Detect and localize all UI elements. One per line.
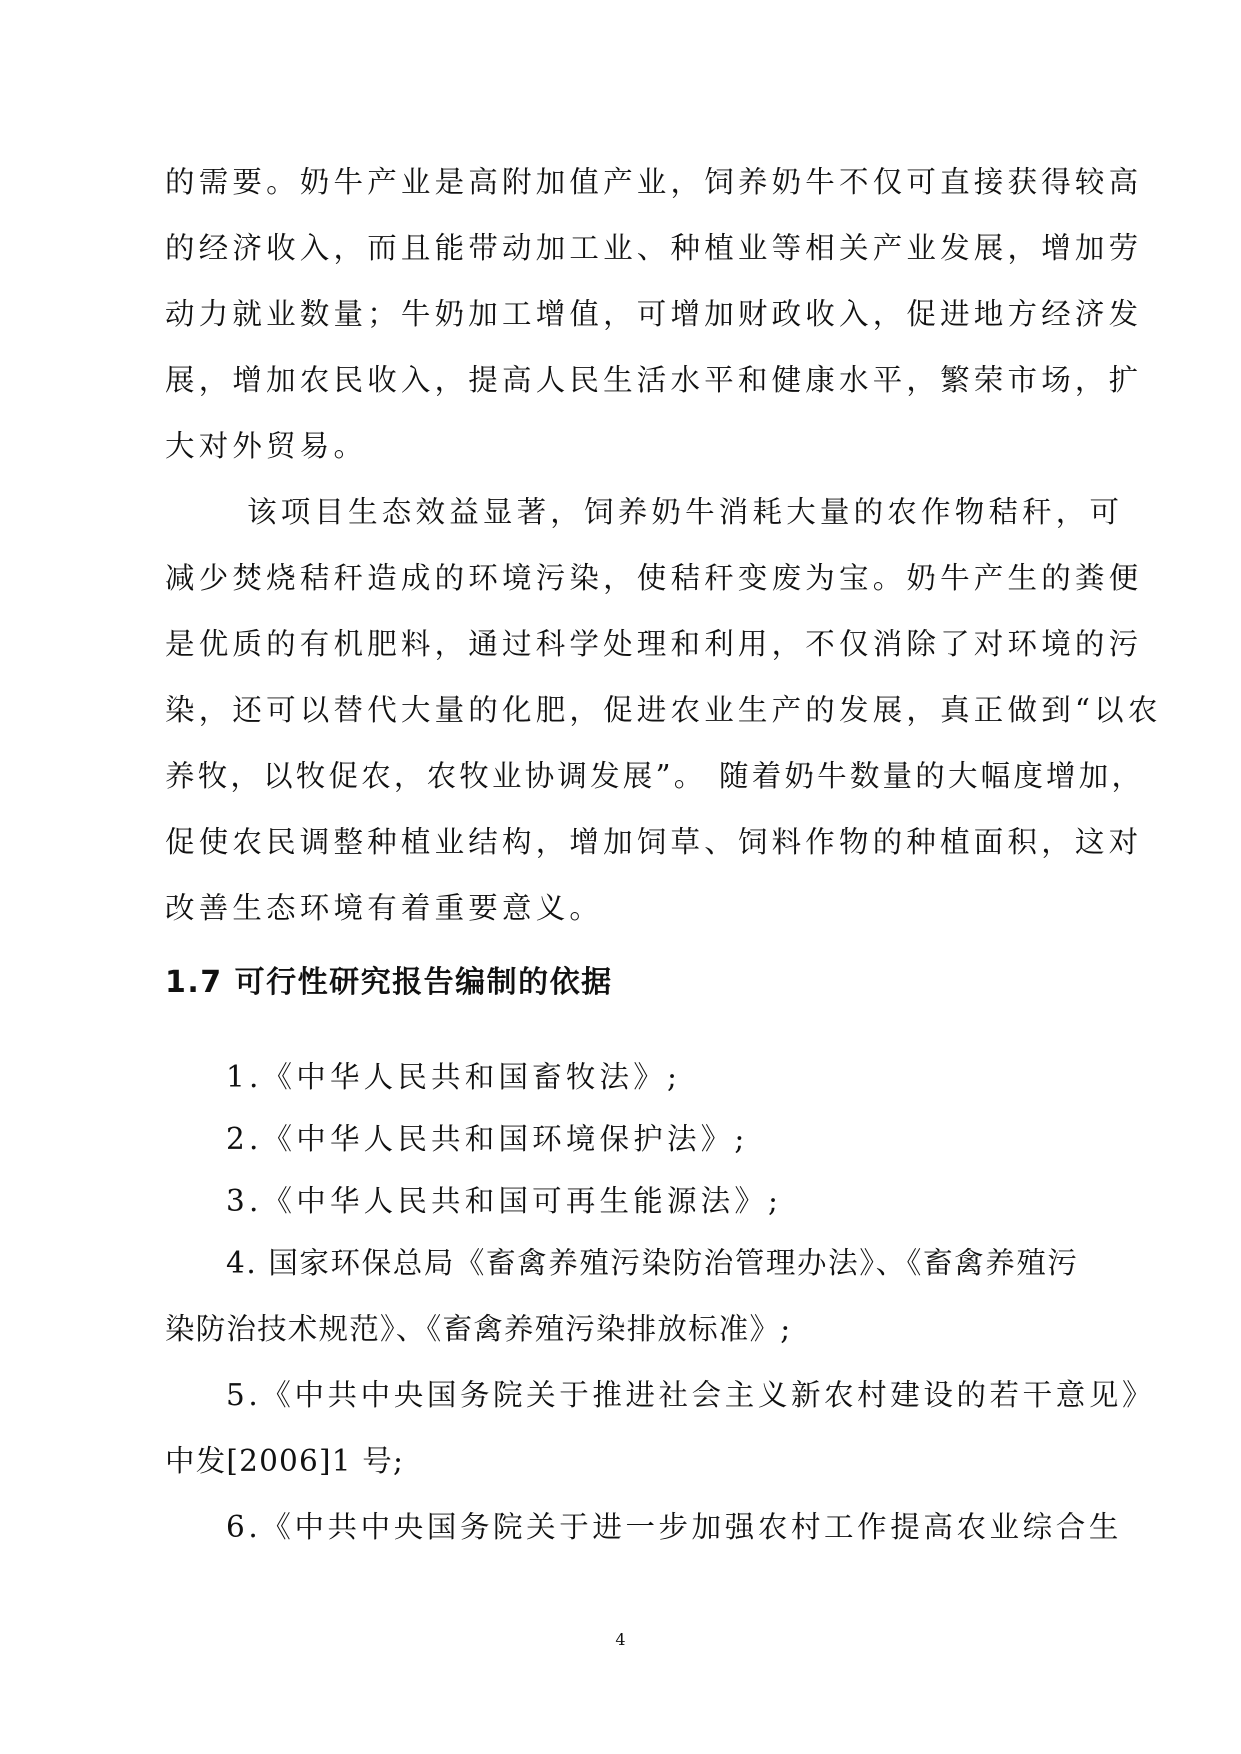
paragraph-line: 染，还可以替代大量的化肥，促进农业生产的发展，真正做到“以农: [165, 693, 1162, 727]
paragraph-line: 大对外贸易。: [165, 429, 368, 463]
paragraph-line: 改善生态环境有着重要意义。: [165, 891, 604, 925]
list-item: 1.《中华人民共和国畜牧法》;: [226, 1060, 682, 1094]
paragraph-line: 该项目生态效益显著，饲养奶牛消耗大量的农作物秸秆，可: [247, 495, 1124, 529]
section-heading: 1.7 可行性研究报告编制的依据: [165, 965, 613, 1000]
paragraph-line: 是优质的有机肥料，通过科学处理和利用，不仅消除了对环境的污: [165, 627, 1143, 661]
list-item-continuation: 染防治技术规范》、《畜禽养殖污染排放标准》;: [165, 1312, 792, 1346]
paragraph-line: 动力就业数量；牛奶加工增值，可增加财政收入，促进地方经济发: [165, 297, 1143, 331]
paragraph-line: 展，增加农民收入，提高人民生活水平和健康水平，繁荣市场，扩: [165, 363, 1143, 397]
paragraph-line: 的需要。奶牛产业是高附加值产业，饲养奶牛不仅可直接获得较高: [165, 165, 1143, 199]
list-item: 2.《中华人民共和国环境保护法》;: [226, 1122, 749, 1156]
page-number: 4: [615, 1630, 626, 1649]
list-item: 6.《中共中央国务院关于进一步加强农村工作提高农业综合生: [226, 1510, 1122, 1544]
paragraph-line: 养牧，以牧促农，农牧业协调发展”。 随着奶牛数量的大幅度增加，: [165, 759, 1145, 793]
list-item-continuation: 中发[2006]1 号;: [165, 1444, 405, 1478]
list-item: 4. 国家环保总局《畜禽养殖污染防治管理办法》、《畜禽养殖污: [226, 1246, 1079, 1280]
list-item: 5.《中共中央国务院关于推进社会主义新农村建设的若干意见》: [226, 1378, 1156, 1412]
paragraph-line: 减少焚烧秸秆造成的环境污染，使秸秆变废为宝。奶牛产生的粪便: [165, 561, 1143, 595]
list-item: 3.《中华人民共和国可再生能源法》;: [226, 1184, 783, 1218]
paragraph-line: 的经济收入，而且能带动加工业、种植业等相关产业发展，增加劳: [165, 231, 1143, 265]
paragraph-line: 促使农民调整种植业结构，增加饲草、饲料作物的种植面积，这对: [165, 825, 1143, 859]
